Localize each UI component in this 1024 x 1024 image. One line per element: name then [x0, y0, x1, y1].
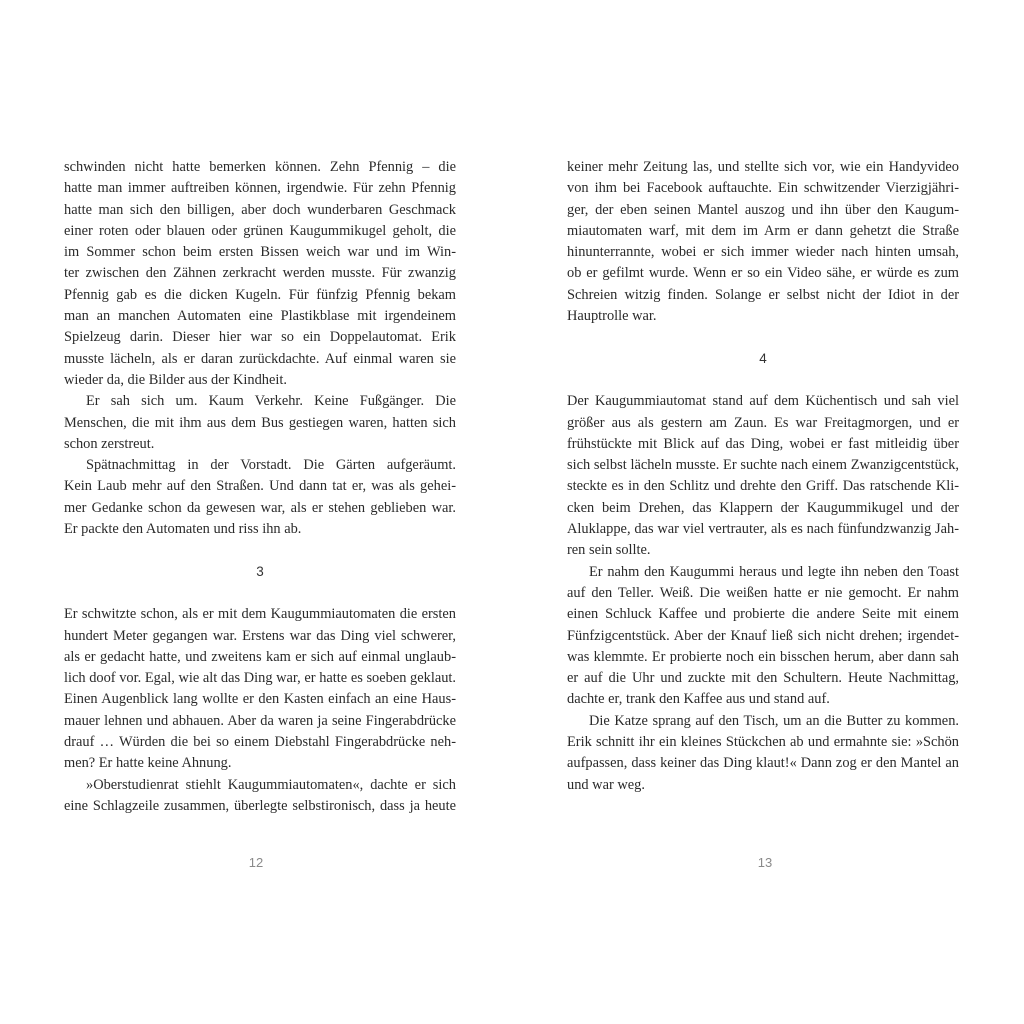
chapter-heading: 4 [759, 351, 767, 367]
text-line: mer Gedanke schon da gewesen war, als er stehen geblieben war. [64, 499, 456, 516]
text-line: wieder da, die Bilder aus der Kindheit. [64, 371, 287, 388]
text-line: keiner mehr Zeitung las, und stellte sich vor, wie ein Handyvideo [567, 159, 959, 175]
text-line: Aluklappe, das war viel vertrauter, als es nach fünfundzwanzig Jah- [567, 521, 959, 538]
text-line: Kein Laub mehr auf den Straßen. Und dann tat er, was als gehei- [64, 478, 456, 495]
text-line: als er gedacht hatte, und zweitens kam er sich auf einmal unglaub- [64, 648, 456, 665]
text-line: drauf … Würden die bei so einem Diebstahl Fingerabdrücke neh- [64, 734, 456, 751]
text-line: Fünfzigcentstück. Aber der Knauf ließ sich nicht drehen; irgendet- [567, 627, 959, 644]
text-line: was klemmte. Er probierte noch ein bisschen herum, aber dann sah [567, 648, 959, 665]
text-line: Er packte den Automaten und riss ihn ab. [64, 521, 302, 538]
text-line: Er schwitzte schon, als er mit dem Kaugummiautomaten die ersten [64, 606, 456, 623]
text-line: Spielzeug darin. Dieser hier war so ein Doppelautomat. Erik [64, 329, 456, 346]
text-line: ren sein sollte. [567, 542, 651, 559]
text-line: Spätnachmittag in der Vorstadt. Die Gärten aufgeräumt. [86, 457, 456, 474]
text-line: und war weg. [567, 776, 645, 793]
text-line: ter zwischen den Zähnen zerkracht werden musste. Für zwanzig [64, 265, 456, 282]
text-line: men? Er hatte keine Ahnung. [64, 755, 232, 772]
text-line: hinunterrannte, wobei er sich immer wieder nach hinten umsah, [567, 244, 959, 261]
text-line: Der Kaugummiautomat stand auf dem Küchentisch und sah viel [567, 393, 959, 410]
text-line: Hauptrolle war. [567, 308, 657, 325]
text-line: im Sommer schon beim ersten Bissen weich war und im Win- [64, 244, 456, 261]
text-line: hatte man sich den billigen, aber doch wunderbaren Geschmack [64, 201, 456, 218]
chapter-heading: 3 [256, 564, 264, 580]
left-text-block [64, 157, 456, 817]
right-text-block [567, 157, 959, 796]
text-line: sich selbst lächeln musste. Er suchte nach einem Zwanzigcentstück, [567, 457, 959, 474]
text-line: er auf die Uhr und zuckte mit den Schultern. Heute Nachmittag, [567, 670, 959, 687]
text-line: man an manchen Automaten eine Plastikblase mit irgendeinem [64, 308, 456, 325]
text-line: miautomaten warf, mit dem im Arm er dann gehetzt die Straße [567, 222, 959, 239]
text-line: Menschen, die mit ihm aus dem Bus gestiegen waren, hatten sich [64, 414, 456, 431]
text-line: »Oberstudienrat stiehlt Kaugummiautomaten«, dachte er sich [86, 776, 456, 793]
text-line: Er nahm den Kaugummi heraus und legte ihn neben den Toast [589, 563, 959, 580]
text-line: lich doof vor. Egal, wie alt das Ding war, er hatte es soeben geklaut. [64, 670, 456, 687]
text-line: Schreien witzig finden. Solange er selbst nicht der Idiot in der [567, 286, 959, 303]
text-line: hundert Meter gegangen war. Erstens war das Ding viel schwerer, [64, 627, 456, 644]
right-page [512, 0, 1024, 1024]
text-line: ob er gefilmt wurde. Wenn er so ein Video sähe, er würde es zum [567, 265, 959, 282]
text-line: mauer lehnen und abhauen. Aber da waren ja seine Fingerabdrücke [64, 712, 456, 729]
text-line: ger, der eben seinen Mantel auszog und ihn über den Kaugum- [567, 201, 959, 218]
text-line: cken beim Drehen, das Klappern der Kaugummikugel und der [567, 499, 959, 516]
text-line: Einen Augenblick lang wollte er den Kasten einfach an eine Haus- [64, 691, 456, 708]
text-line: schwinden nicht hatte bemerken können. Zehn Pfennig – die [64, 159, 456, 175]
text-line: eine Schlagzeile zusammen, überlegte selbstironisch, dass ja heute [64, 797, 456, 814]
text-line: Pfennig gab es die dicken Kugeln. Für fünfzig Pfennig bekam [64, 286, 456, 303]
text-line: einen Schluck Kaffee und probierte die andere Seite mit einem [567, 606, 959, 623]
page-number: 13 [757, 855, 773, 870]
page-number: 12 [248, 855, 264, 870]
text-line: dachte er, trank den Kaffee aus und stand auf. [567, 691, 830, 708]
text-line: von ihm bei Facebook auftauchte. Ein schwitzender Vierzigjähri- [567, 180, 959, 197]
text-line: Er sah sich um. Kaum Verkehr. Keine Fußgänger. Die [86, 393, 456, 410]
text-line: einer roten oder blauen oder grünen Kaugummikugel geholt, die [64, 222, 456, 239]
text-line: Die Katze sprang auf den Tisch, um an die Butter zu kommen. [589, 712, 959, 729]
text-line: schon zerstreut. [64, 435, 155, 452]
text-line: steckte es in den Schlitz und drehte den Griff. Das ratschende Kli- [567, 478, 959, 495]
text-line: musste lächeln, als er daran zurückdachte. Auf einmal waren sie [64, 350, 456, 367]
text-line: größer aus als gestern am Zaun. Es war Freitagmorgen, und er [567, 414, 959, 431]
text-line: frühstückte mit Blick auf das Ding, wobei er fast mitleidig über [567, 435, 959, 452]
text-line: auf den Teller. Weiß. Die weißen hatte er nie gemocht. Er nahm [567, 584, 959, 601]
text-line: Erik schnitt ihr ein kleines Stückchen ab und ermahnte sie: »Schön [567, 734, 959, 751]
text-line: aufpassen, dass keiner das Ding klaut!« Dann zog er den Mantel an [567, 755, 959, 772]
text-line: hatte man immer auftreiben können, irgendwie. Für zehn Pfennig [64, 180, 456, 197]
